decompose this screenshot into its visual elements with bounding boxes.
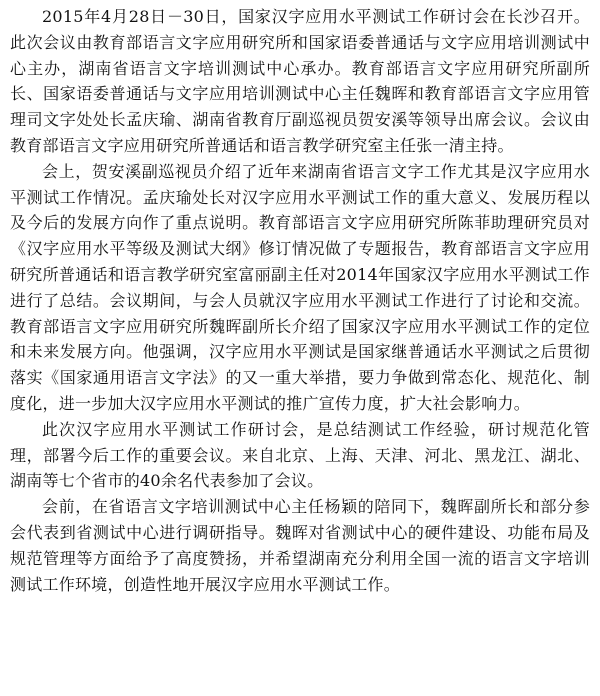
- paragraph-meeting-proceedings: 会上，贺安溪副巡视员介绍了近年来湖南省语言文字工作尤其是汉字应用水平测试工作情况。孟庆瑜处长对汉字应用水平测试工作的重大意义、发展历程以及今后的发展方向作了重点说明。教育部语言文字应用研究所陈菲助理研究员对《汉字应用水平等级及测试大纲》修订情况做了专题报告，教育部语言文字应用研究所普通话和语言教学研究室富丽副主任对2014年国家汉字应用水平测试工作进行了总结。会议期间，与会人员就汉字应用水平测试工作进行了讨论和交流。教育部语言文字应用研究所魏晖副所长介绍了国家汉字应用水平测试工作的定位和未来发展方向。他强调，汉字应用水平测试是国家继普通话水平测试之后贯彻落实《国家通用语言文字法》的又一重大举措，要力争做到常态化、规范化、制度化，进一步加大汉字应用水平测试的推广宣传力度，扩大社会影响力。: [10, 161, 590, 413]
- paragraph-meeting-significance: 此次汉字应用水平测试工作研讨会，是总结测试工作经验，研讨规范化管理，部署今后工作的重要会议。来自北京、上海、天津、河北、黑龙江、湖北、湖南等七个省市的40余名代表参加了会议。: [10, 419, 590, 491]
- paragraph-site-visit: 会前，在省语言文字培训测试中心主任杨颖的陪同下，魏晖副所长和部分参会代表到省测试中心进行调研指导。魏晖对省测试中心的硬件建设、功能布局及规范管理等方面给予了高度赞扬，并希望湖南充分利用全国一流的语言文字培训测试工作环境，创造性地开展汉字应用水平测试工作。: [10, 497, 590, 594]
- paragraph-meeting-overview: 2015年4月28日－30日，国家汉字应用水平测试工作研讨会在长沙召开。此次会议由教育部语言文字应用研究所和国家语委普通话与文字应用培训测试中心主办，湖南省语言文字培训测试中心承办。教育部语言文字应用研究所副所长、国家语委普通话与文字应用培训测试中心主任魏晖和教育部语言文字应用管理司文字处处长孟庆瑜、湖南省教育厅副巡视员贺安溪等领导出席会议。会议由教育部语言文字应用研究所普通话和语言教学研究室主任张一清主持。: [10, 7, 590, 155]
